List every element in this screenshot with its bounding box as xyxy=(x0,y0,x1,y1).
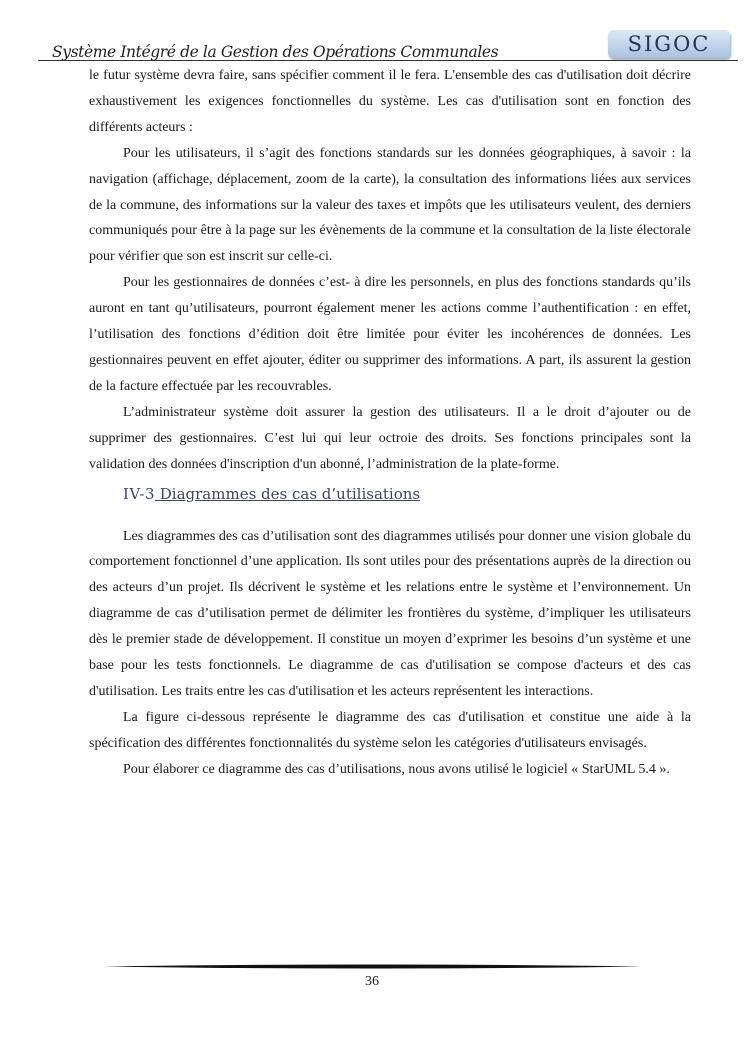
page-header xyxy=(0,0,745,70)
footer-divider xyxy=(103,964,641,969)
paragraph-system-admin: L’administrateur système doit assurer la gestion des utilisateurs. Il a le droit d’ajouter ou de supprimer des gestionnaires. C’est lui qui leur octroie des droits. Ses fonctions principales sont la validation des données d'inscription d'un abonné, l’administration de la plate-forme. xyxy=(89,404,691,472)
section-heading xyxy=(123,485,691,507)
paragraph-data-managers: Pour les gestionnaires de données c’est- à dire les personnels, en plus des fonctions standards qu’ils auront en tant qu’utilisateurs, pourront également mener les actions comme l’authentification : en effet, l’utilisation des fonctions d’édition doit être limitée pour éviter les incohérences de données. Les gestionnaires peuvent en effet ajouter, éditer ou supprimer des informations. A part, ils assurent la gestion de la facture effectuée par les recouvrables. xyxy=(89,275,691,394)
document-body xyxy=(89,63,691,783)
section-number: IV-3 xyxy=(123,484,155,503)
paragraph-users: Pour les utilisateurs, il s’agit des fonctions standards sur les données géographiques, à savoir : la navigation (affichage, déplacement, zoom de la carte), la consultation des informations liées aux services de la commune, des informations sur la valeur des taxes et impôts que les utilisateurs veulent, des derniers communiqués pour être à la page sur les évènements de la commune et la consultation de la liste électorale pour vérifier que son est inscrit sur celle-ci. xyxy=(89,145,691,265)
paragraph-staruml: Pour élaborer ce diagramme des cas d’utilisations, nous avons utilisé le logiciel « StarUML 5.4 ». xyxy=(123,761,670,777)
section-title: Diagrammes des cas d’utilisations xyxy=(155,484,421,503)
paragraph-use-cases-intro: le futur système devra faire, sans spécifier comment il le fera. L'ensemble des cas d'utilisation doit décrire exhaustivement les exigences fonctionnelles du système. Les cas d'utilisation sont en fonction des différents acteurs : xyxy=(89,68,691,135)
spacer xyxy=(89,507,691,524)
paragraph-diagram-definition: Les diagrammes des cas d’utilisation sont des diagrammes utilisés pour donner une vision globale du comportement fonctionnel d’une application. Ils sont utiles pour des présentations auprès de la direction ou des acteurs d’un projet. Ils décrivent le système et les relations entre le système et l’environnement. Un diagramme de cas d’utilisation permet de délimiter les frontières du système, d’impliquer les utilisateurs dès le premier stade de développement. Il constitue un moyen d’exprimer les besoins d’un système et une base pour les tests fonctionnels. Le diagramme de cas d'utilisation se compose d'acteurs et des cas d'utilisation. Les traits entre les cas d'utilisation et les acteurs représentent les interactions. xyxy=(89,528,691,699)
sigoc-logo: SIGOC xyxy=(608,30,730,58)
page-number: 36 xyxy=(365,974,379,989)
header-divider xyxy=(38,60,738,61)
paragraph-figure-description: La figure ci-dessous représente le diagramme des cas d'utilisation et constitue une aide à la spécification des différentes fonctionnalités du système selon les catégories d'utilisateurs envisagés. xyxy=(89,709,691,751)
header-title: Système Intégré de la Gestion des Opérations Communales xyxy=(52,43,499,61)
